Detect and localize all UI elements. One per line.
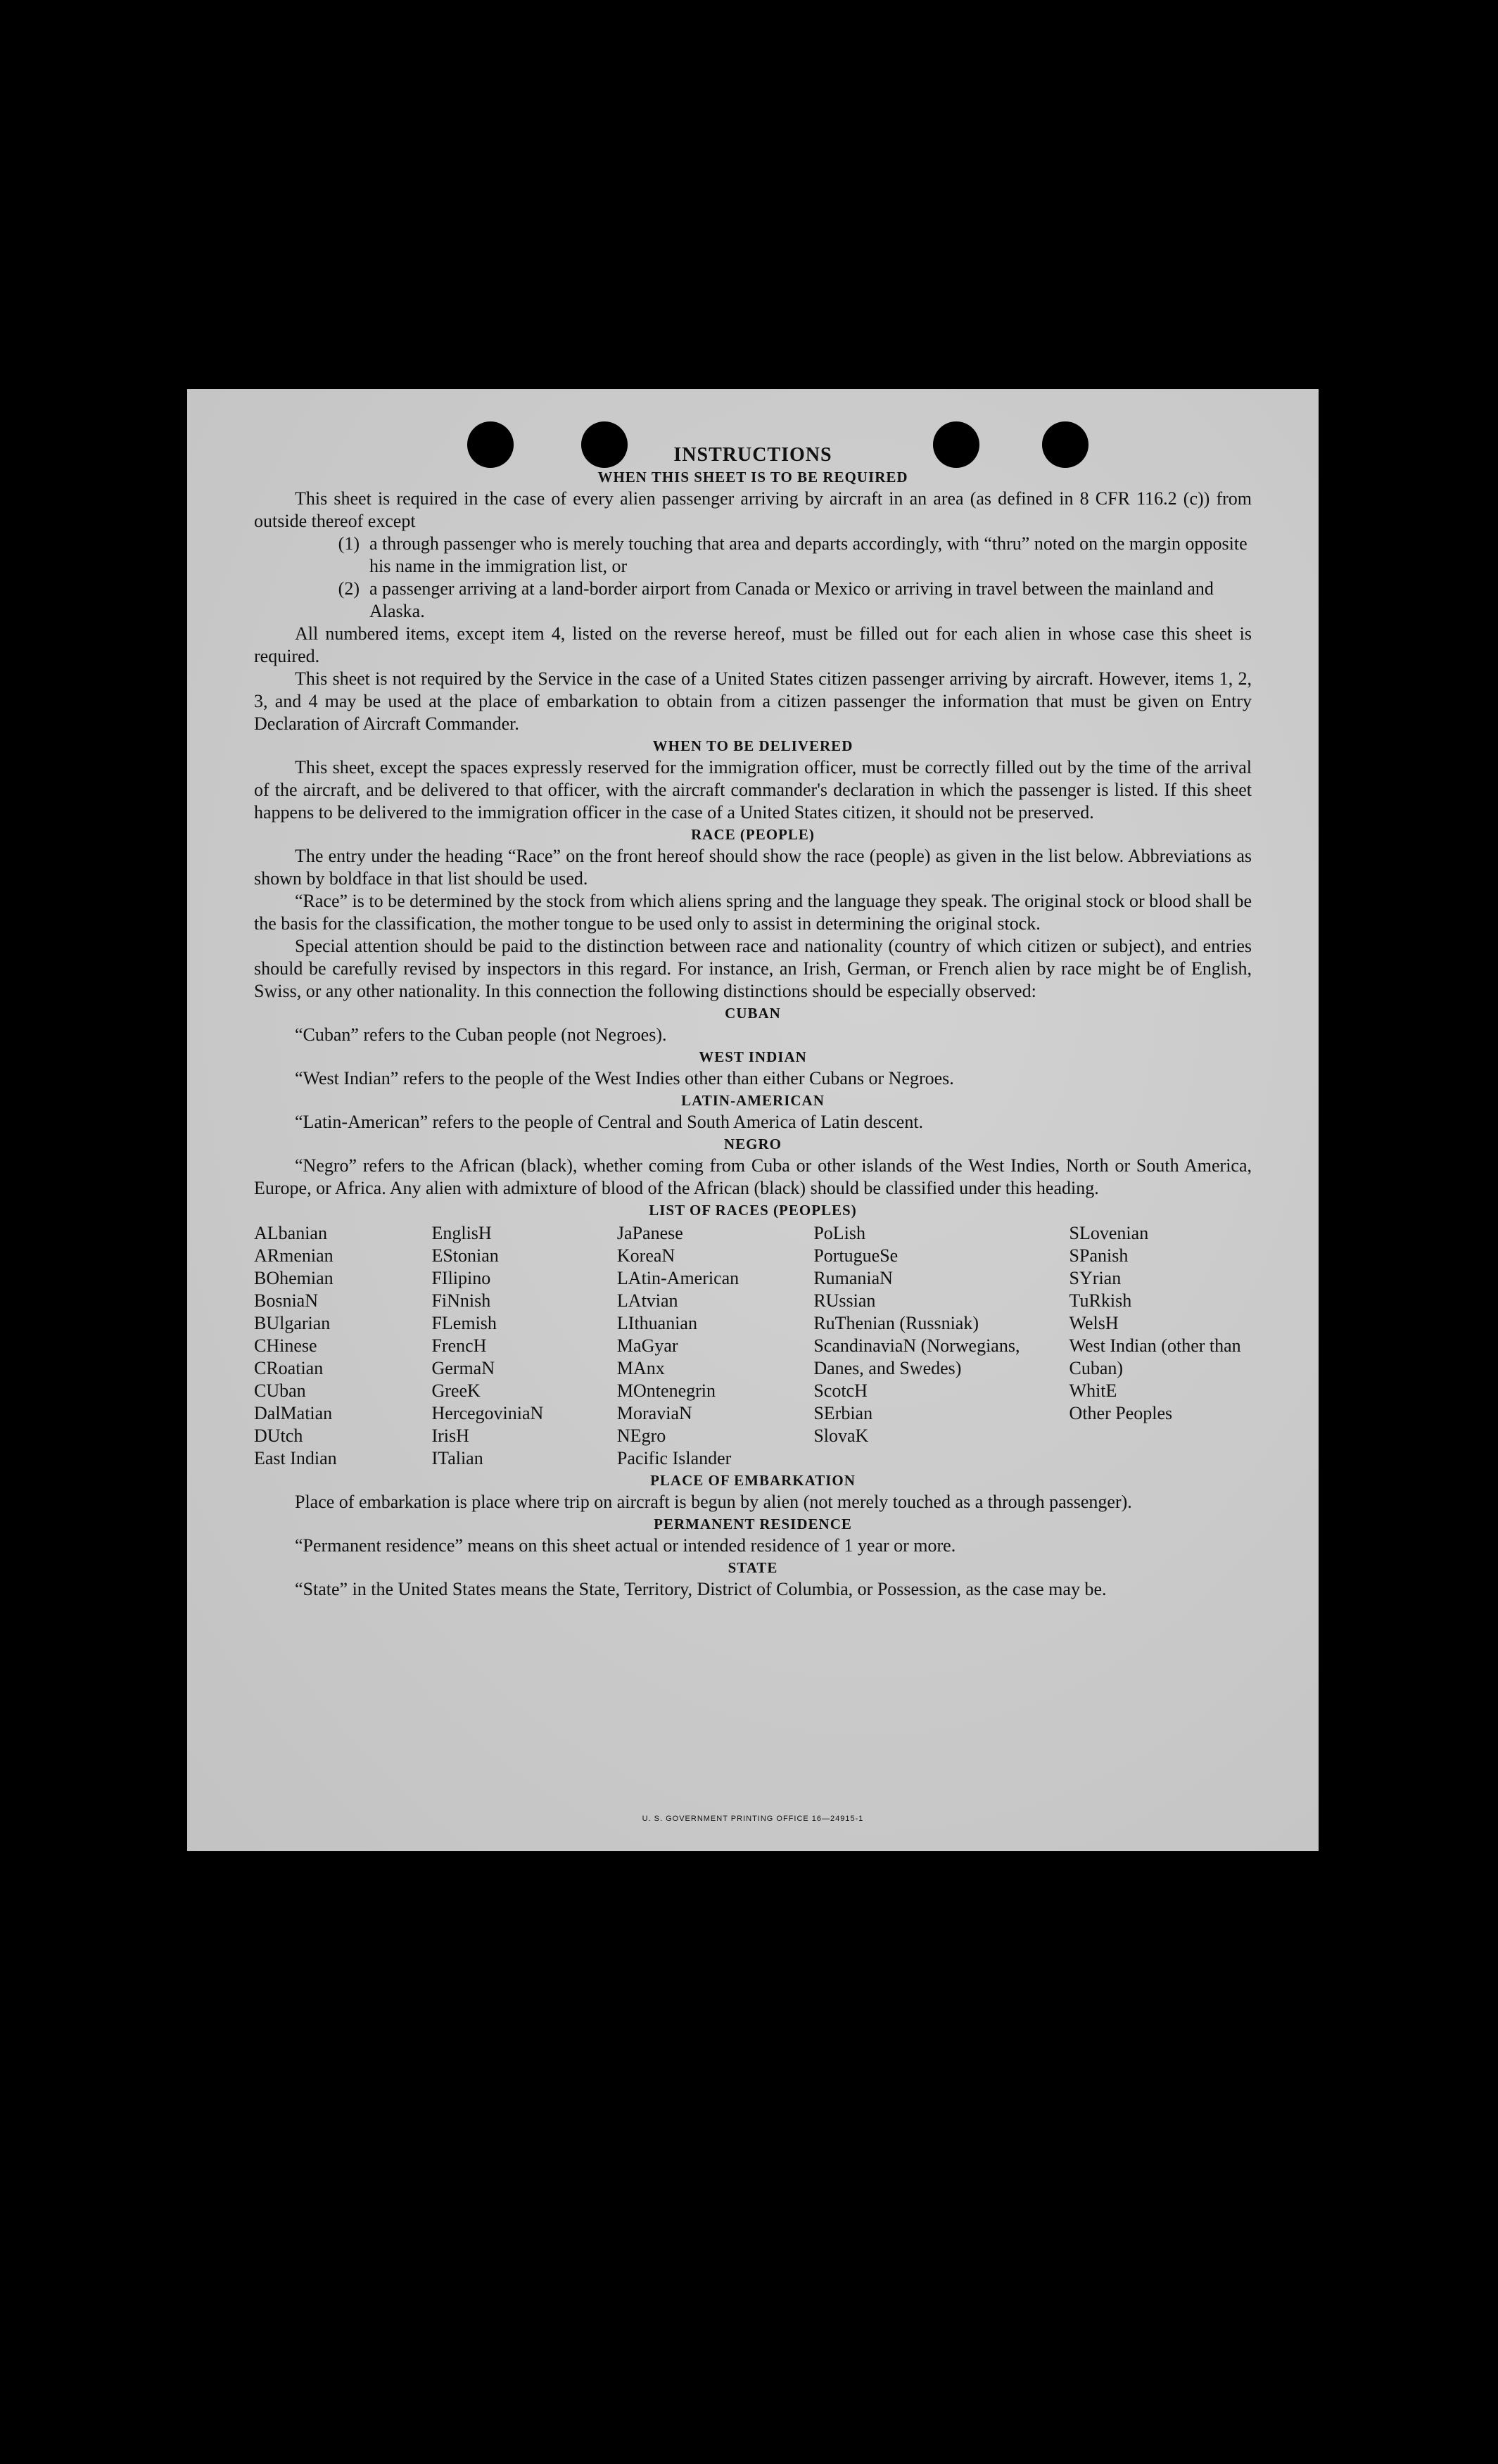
paragraph: “Latin-American” refers to the people of Central and South America of Latin descent.	[295, 1112, 924, 1132]
race-entry: RuThenian (Russniak)	[813, 1313, 979, 1333]
section-heading: NEGRO	[723, 1136, 782, 1152]
race-entry: CUban	[254, 1380, 306, 1401]
section-heading: RACE (PEOPLE)	[691, 826, 815, 843]
race-entry: EStonian	[431, 1245, 499, 1266]
race-entry: LIthuanian	[616, 1313, 697, 1333]
race-entry: JaPanese	[616, 1223, 683, 1243]
race-entry: Pacific Islander	[616, 1448, 732, 1468]
race-entry: CHinese	[254, 1335, 317, 1356]
race-entry: TuRkish	[1069, 1290, 1132, 1311]
section-heading: WHEN THIS SHEET IS TO BE REQUIRED	[597, 469, 908, 485]
section-heading: PERMANENT RESIDENCE	[654, 1516, 852, 1532]
race-entry: NEgro	[616, 1425, 666, 1446]
race-entry: LAtin-American	[616, 1268, 740, 1288]
race-entry: East Indian	[254, 1448, 337, 1468]
race-entry: BosniaN	[254, 1290, 318, 1311]
paragraph: This sheet is required in the case of every alien passenger arriving by aircraft in an area (as defined in 8 CFR 116.2 (c)) from outside thereof except	[254, 488, 1252, 531]
race-entry: IrisH	[431, 1425, 469, 1446]
race-column	[617, 1222, 813, 1470]
race-entry: MAnx	[616, 1358, 665, 1378]
race-entry: GermaN	[431, 1358, 495, 1378]
paragraph: The entry under the heading “Race” on the front hereof should show the race (people) as given in the list below. Abbreviations as shown by boldface in that list should be used.	[254, 846, 1252, 889]
race-entry: SYrian	[1069, 1268, 1122, 1288]
race-entry: DalMatian	[254, 1403, 333, 1423]
paragraph: “West Indian” refers to the people of the West Indies other than either Cubans or Negroes.	[295, 1068, 954, 1088]
list-item	[254, 533, 1252, 578]
paragraph: “Permanent residence” means on this sheet actual or intended residence of 1 year or more.	[295, 1535, 956, 1556]
race-entry: ScotcH	[813, 1380, 868, 1401]
race-column	[813, 1222, 1069, 1470]
punch-hole	[933, 421, 979, 468]
race-entry: PortugueSe	[813, 1245, 899, 1266]
item-number: (2)	[338, 578, 360, 599]
race-entry: MaGyar	[616, 1335, 678, 1356]
race-entry: CRoatian	[254, 1358, 324, 1378]
race-entry: RUssian	[813, 1290, 876, 1311]
race-column	[254, 1222, 431, 1470]
race-entry: West Indian (other than Cuban)	[1069, 1335, 1241, 1378]
punch-hole	[467, 421, 514, 468]
race-entry: ITalian	[431, 1448, 483, 1468]
paragraph: This sheet is not required by the Service in the case of a United States citizen passenger arriving by aircraft. However, items 1, 2, 3, and 4 may be used at the place of embarkation to obtain from a citizen passenger the information that must be given on Entry Declaration of Aircraft Commander.	[254, 668, 1252, 734]
list-item	[254, 578, 1252, 623]
race-entry: PoLish	[813, 1223, 865, 1243]
race-entry: SPanish	[1069, 1245, 1129, 1266]
race-entry: FrencH	[431, 1335, 487, 1356]
race-entry: FIlipino	[431, 1268, 491, 1288]
race-entry: DUtch	[254, 1425, 303, 1446]
race-list	[254, 1222, 1252, 1470]
race-column	[431, 1222, 616, 1470]
section-heading: CUBAN	[725, 1005, 781, 1022]
race-entry: SlovaK	[813, 1425, 869, 1446]
printer-imprint: U. S. GOVERNMENT PRINTING OFFICE 16—24915-1	[642, 1815, 864, 1823]
race-entry: FiNnish	[431, 1290, 491, 1311]
page-title: INSTRUCTIONS	[673, 444, 832, 466]
race-entry: ARmenian	[254, 1245, 334, 1266]
race-entry: SLovenian	[1069, 1223, 1149, 1243]
section-heading: WHEN TO BE DELIVERED	[652, 737, 853, 754]
race-entry: ALbanian	[254, 1223, 327, 1243]
paragraph: Special attention should be paid to the distinction between race and nationality (country of which citizen or subject), and entries should be carefully revised by inspectors in this regard. For instance, an Irish, German, or French alien by race might be of English, Swiss, or any other nationality. In this connection the following distinctions should be especially observed:	[254, 936, 1252, 1001]
race-entry: Other Peoples	[1069, 1403, 1173, 1423]
race-entry: SErbian	[813, 1403, 873, 1423]
paragraph: This sheet, except the spaces expressly reserved for the immigration officer, must be correctly filled out by the time of the arrival of the aircraft, and be delivered to that officer, with the aircraft commander's declaration in which the passenger is listed. If this sheet happens to be delivered to the immigration officer in the case of a United States citizen, it should not be preserved.	[254, 757, 1252, 823]
section-heading: PLACE OF EMBARKATION	[650, 1472, 856, 1489]
document-sheet	[187, 389, 1319, 1851]
race-entry: WelsH	[1069, 1313, 1119, 1333]
item-text: a through passenger who is merely touching that area and departs accordingly, with “thru” noted on the margin opposite his name in the immigration list, or	[369, 533, 1248, 576]
punch-hole	[1042, 421, 1088, 468]
item-number: (1)	[338, 533, 360, 554]
paragraph: “Cuban” refers to the Cuban people (not Negroes).	[295, 1024, 667, 1045]
race-entry: ScandinaviaN (Norwegians, Danes, and Swedes)	[813, 1335, 1020, 1378]
race-entry: BOhemian	[254, 1268, 334, 1288]
race-column	[1069, 1222, 1252, 1470]
item-text: a passenger arriving at a land-border airport from Canada or Mexico or arriving in travel between the mainland and Alaska.	[369, 578, 1214, 621]
paragraph: “Negro” refers to the African (black), whether coming from Cuba or other islands of the West Indies, North or South America, Europe, or Africa. Any alien with admixture of blood of the African (black) should be classified under this heading.	[254, 1155, 1252, 1198]
section-heading: WEST INDIAN	[699, 1048, 807, 1065]
punch-hole	[581, 421, 628, 468]
paragraph: “State” in the United States means the State, Territory, District of Columbia, or Possession, as the case may be.	[295, 1579, 1107, 1599]
paragraph: Place of embarkation is place where trip on aircraft is begun by alien (not merely touched as a through passenger).	[295, 1492, 1132, 1512]
section-heading: LATIN-AMERICAN	[681, 1092, 825, 1109]
race-entry: HercegoviniaN	[431, 1403, 544, 1423]
section-heading: LIST OF RACES (PEOPLES)	[649, 1202, 857, 1219]
race-entry: LAtvian	[616, 1290, 678, 1311]
race-entry: RumaniaN	[813, 1268, 893, 1288]
race-entry: BUlgarian	[254, 1313, 331, 1333]
race-entry: FLemish	[431, 1313, 497, 1333]
race-entry: EnglisH	[431, 1223, 492, 1243]
race-entry: MOntenegrin	[616, 1380, 716, 1401]
section-heading: STATE	[728, 1559, 778, 1576]
race-entry: KoreaN	[616, 1245, 675, 1266]
race-entry: MoraviaN	[616, 1403, 692, 1423]
race-entry: WhitE	[1069, 1380, 1117, 1401]
paragraph: All numbered items, except item 4, listed on the reverse hereof, must be filled out for each alien in whose case this sheet is required.	[254, 623, 1252, 666]
race-entry: GreeK	[431, 1380, 481, 1401]
paragraph: “Race” is to be determined by the stock from which aliens spring and the language they speak. The original stock or blood shall be the basis for the classification, the mother tongue to be used only to assist in determining the original stock.	[254, 891, 1252, 934]
